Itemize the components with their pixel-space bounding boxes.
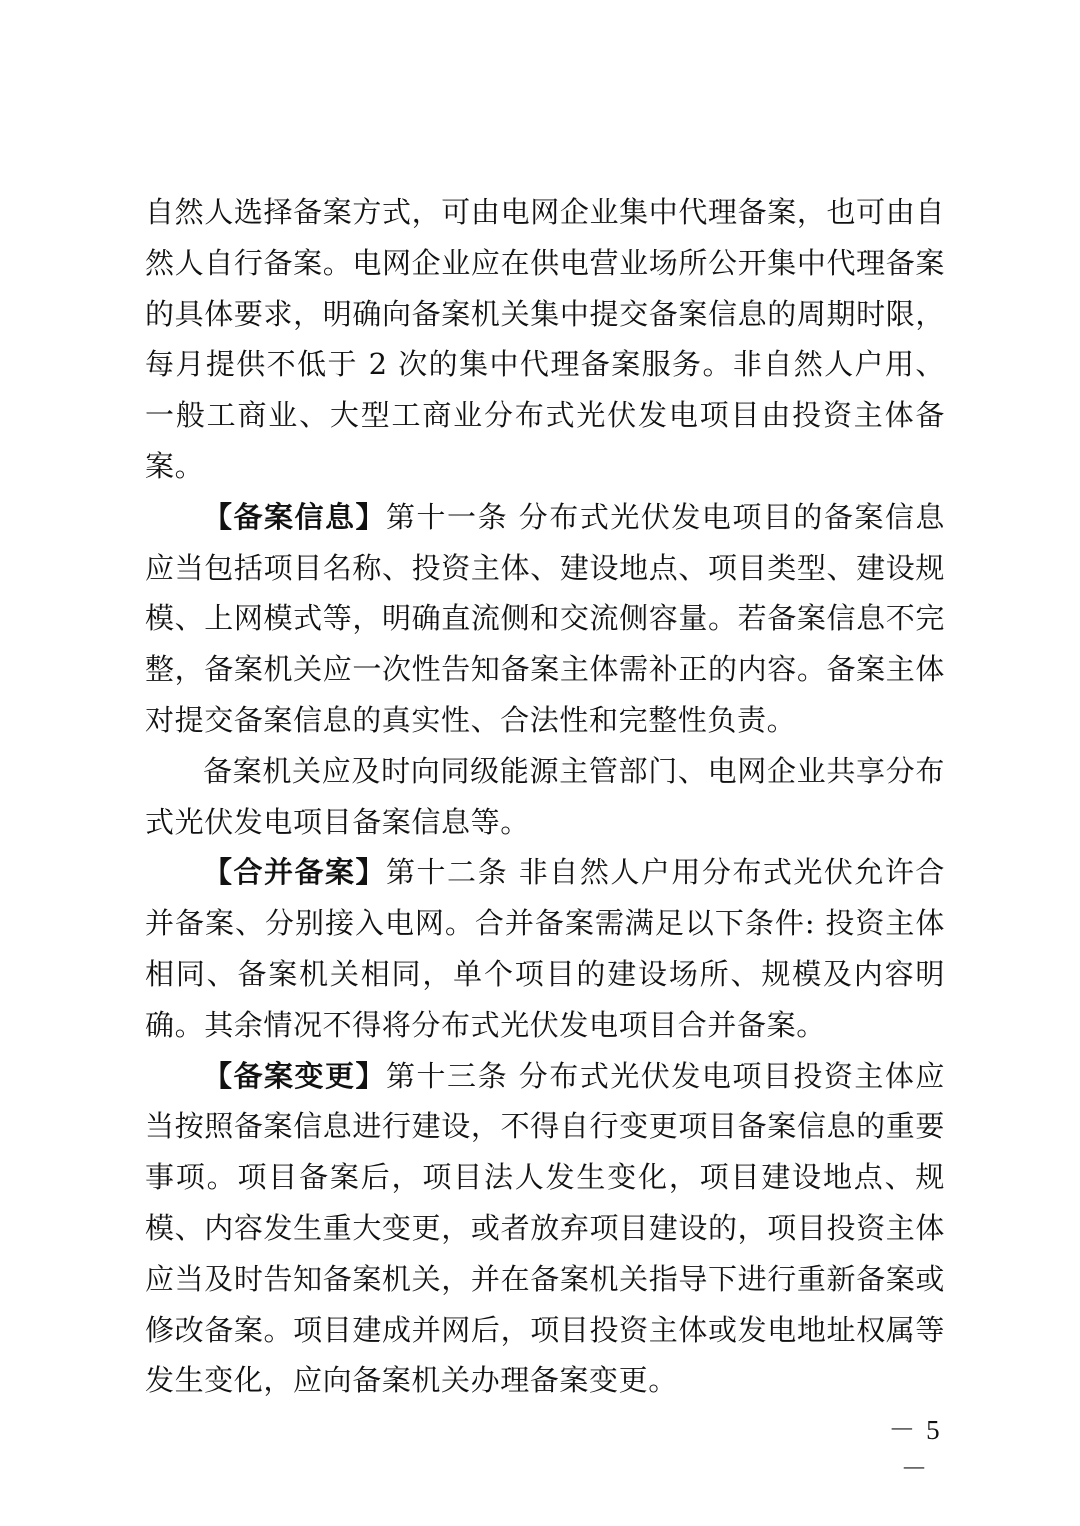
paragraph-text: 第十一条 分布式光伏发电项目的备案信息应当包括项目名称、投资主体、建设地点、项目类型、建设规模、上网模式等，明确直流侧和交流侧容量。若备案信息不完整，备案机关应一次性告知备案主体需补正的内容。备案主体对提交备案信息的真实性、合法性和完整性负责。 [145,499,945,737]
section-heading-filing-information: 【备案信息】 [203,499,387,534]
paragraph-text: 自然人选择备案方式，可由电网企业集中代理备案，也可由自然人自行备案。电网企业应在供电营业场所公开集中代理备案的具体要求，明确向备案机关集中提交备案信息的周期时限，每月提供不低于 2 次的集中代理备案服务。非自然人户用、一般工商业、大型工商业分布式光伏发电项目由投资主体备案。 [145,195,945,483]
section-heading-filing-change: 【备案变更】 [203,1058,387,1093]
paragraph-text: 备案机关应及时向同级能源主管部门、电网企业共享分布式光伏发电项目备案信息等。 [145,753,945,839]
paragraph-filing-change [145,1051,945,1407]
document-body [145,187,945,1406]
paragraph-text: 第十二条 非自然人户用分布式光伏允许合并备案、分别接入电网。合并备案需满足以下条件: 投资主体相同、备案机关相同，单个项目的建设场所、规模及内容明确。其余情况不得将分布式光伏发电项目合并备案。 [145,855,945,1042]
paragraph-filing-method [145,187,945,492]
paragraph-combined-filing [145,847,945,1050]
section-heading-combined-filing: 【合并备案】 [203,855,387,890]
paragraph-filing-information [145,492,945,746]
paragraph-information-sharing [145,746,945,848]
page-number: － 5 － [888,1415,942,1484]
paragraph-text: 第十三条 分布式光伏发电项目投资主体应当按照备案信息进行建设，不得自行变更项目备案信息的重要事项。项目备案后，项目法人发生变化，项目建设地点、规模、内容发生重大变更，或者放弃项目建设的，项目投资主体应当及时告知备案机关，并在备案机关指导下进行重新备案或修改备案。项目建成并网后，项目投资主体或发电地址权属等发生变化，应向备案机关办理备案变更。 [145,1058,945,1398]
